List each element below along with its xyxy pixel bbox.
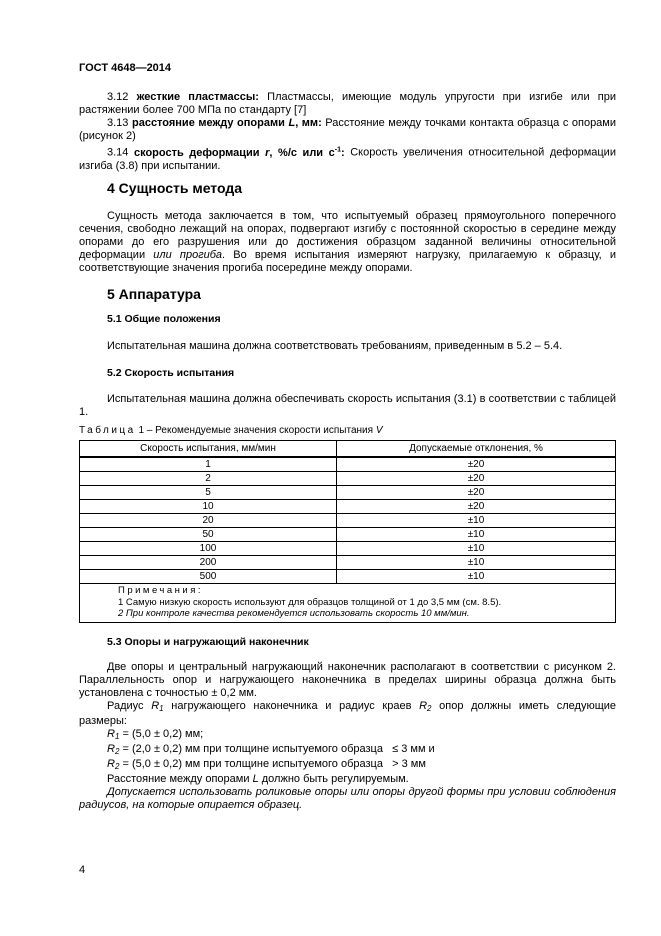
document-header: ГОСТ 4648—2014 xyxy=(79,62,172,74)
table-notes xyxy=(80,584,616,623)
speed-cell: 10 xyxy=(80,500,337,514)
section-5-3-paragraph-1: Две опоры и центральный нагружающий наконечник располагают в соответствии с рисунком 2. Параллельность опор и нагружающего наконечника в пределах ширины образца должна быть установлена с точностью ± 0,2 мм. xyxy=(79,661,616,699)
formula-r2-thin: $R_2 = (2,0 \pm 0,2)$ мм при толщине испытуемого образца ≤ 3 мм и xyxy=(107,743,435,756)
section-5-1-text: Испытательная машина должна соответствовать требованиям, приведенным в 5.2 – 5.4. xyxy=(107,340,563,352)
column-header-speed: Скорость испытания, мм/мин xyxy=(80,441,337,458)
section-5-heading: 5 Аппаратура xyxy=(107,286,201,302)
tolerance-cell: ±20 xyxy=(337,457,616,472)
terms-section xyxy=(79,91,616,173)
speed-cell: 5 xyxy=(80,486,337,500)
speed-cell: 2 xyxy=(80,472,337,486)
note-1: 1 Самую низкую скорость используют для образцов толщиной от 1 до 3,5 мм (см. 8.5). xyxy=(118,596,502,608)
table-row xyxy=(80,570,616,584)
formula-r1: $R_1 = (5,0 \pm 0,2)$ мм; xyxy=(107,728,204,741)
page-number: 4 xyxy=(79,864,86,876)
table-row xyxy=(80,457,616,472)
section-5-2-text: Испытательная машина должна обеспечивать скорость испытания (3.1) в соответствии с таблицей 1. xyxy=(79,393,616,418)
speed-cell: 20 xyxy=(80,514,337,528)
section-5-1-heading: 5.1 Общие положения xyxy=(107,313,221,325)
tolerance-cell: ±20 xyxy=(337,472,616,486)
table-row xyxy=(80,556,616,570)
table-caption: Таблица 1 – Рекомендуемые значения скорости испытания V xyxy=(79,425,383,436)
table-row xyxy=(80,528,616,542)
section-5-3-paragraph-4: Допускается использовать роликовые опоры или опоры другой формы при условии соблюдения радиусов, на которые опирается образец. xyxy=(79,786,616,811)
tolerance-cell: ±10 xyxy=(337,528,616,542)
table-row xyxy=(80,542,616,556)
table-row xyxy=(80,486,616,500)
span-note: Расстояние между опорами L должно быть регулируемым. xyxy=(107,773,409,785)
term-3-14: 3.14 скорость деформации r, %/с или $с^{-1}$: Скорость увеличения относительной деформации изгиба (3.8) при испытании. xyxy=(79,146,616,172)
speed-cell: 1 xyxy=(80,457,337,472)
note-2: 2 При контроле качества рекомендуется использовать скорость 10 мм/мин. xyxy=(118,608,470,619)
section-5-3-paragraph-2: Радиус $R_1$ нагружающего наконечника и радиус краев $R_2$ опор должны иметь следующие размеры: xyxy=(79,700,617,727)
term-3-12: 3.12 жесткие пластмассы: Пластмассы, имеющие модуль упругости при изгибе или при растяжении более 700 МПа по стандарту [7] xyxy=(79,91,616,116)
section-4-paragraph: Сущность метода заключается в том, что испытуемый образец прямоугольного поперечного сечения, свободно лежащий на опорах, подвергают изгибу с постоянной скоростью в середине между опорами до его разрушения или до достижения образцом заданной величины относительной деформации или прогиба. Во время испытания измеряют нагрузку, прилагаемую к образцу, и соответствующие значения прогиба посередине между опорами. xyxy=(79,210,616,274)
term-3-13: 3.13 расстояние между опорами L, мм: Расстояние между точками контакта образца с опорами (рисунок 2) xyxy=(79,117,617,142)
speed-cell: 100 xyxy=(80,542,337,556)
section-5-3-heading: 5.3 Опоры и нагружающий наконечник xyxy=(107,636,309,648)
table-row xyxy=(80,500,616,514)
table-1 xyxy=(79,440,616,623)
section-4-heading: 4 Сущность метода xyxy=(107,180,243,196)
notes-title: Примечания: xyxy=(118,585,203,596)
table-row xyxy=(80,472,616,486)
section-5-3-body xyxy=(79,661,616,812)
tolerance-cell: ±20 xyxy=(337,500,616,514)
tolerance-cell: ±10 xyxy=(337,556,616,570)
tolerance-cell: ±20 xyxy=(337,486,616,500)
table-row xyxy=(80,514,616,528)
speed-cell: 50 xyxy=(80,528,337,542)
tolerance-cell: ±10 xyxy=(337,514,616,528)
section-5-2-heading: 5.2 Скорость испытания xyxy=(107,367,235,379)
formula-r2-thick: $R_2 = (5,0 \pm 0,2)$ мм при толщине испытуемого образца > 3 мм xyxy=(107,758,426,771)
tolerance-cell: ±10 xyxy=(337,570,616,584)
speed-cell: 200 xyxy=(80,556,337,570)
speed-cell: 500 xyxy=(80,570,337,584)
tolerance-cell: ±10 xyxy=(337,542,616,556)
column-header-tolerance: Допускаемые отклонения, % xyxy=(337,441,616,458)
